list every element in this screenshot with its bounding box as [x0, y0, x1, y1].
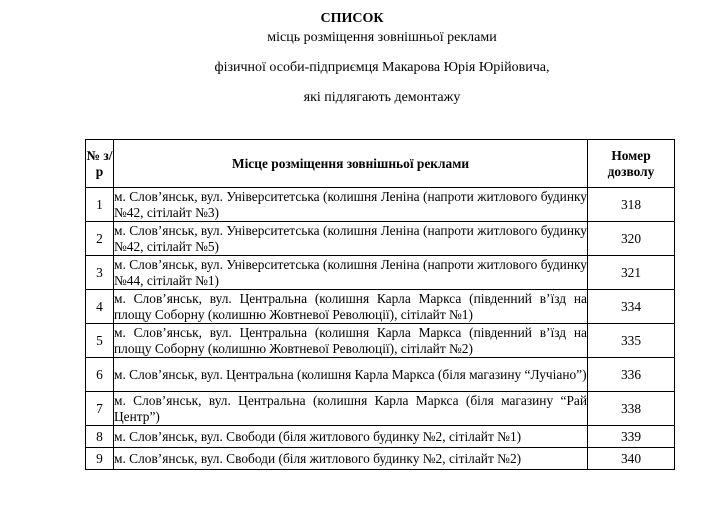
row-permit: 320: [588, 222, 675, 256]
row-permit: 336: [588, 358, 675, 392]
table-row: [86, 358, 675, 392]
row-permit: 318: [588, 188, 675, 222]
table-row: [86, 256, 675, 290]
table-row: [86, 426, 675, 448]
table-row: [86, 188, 675, 222]
table-row: [86, 324, 675, 358]
row-number: 5: [86, 324, 114, 358]
row-number: 2: [86, 222, 114, 256]
table-header-row: [86, 140, 675, 188]
row-place: м. Слов’янськ, вул. Свободи (біля житлового будинку №2, сітілайт №2): [114, 448, 588, 470]
row-place: м. Слов’янськ, вул. Центральна (колишня Карла Маркса (південний в’їзд на площу Соборну (колишню Жовтневої Революції), сітілайт №1): [114, 290, 587, 322]
row-permit: 321: [588, 256, 675, 290]
row-number: 8: [86, 426, 114, 448]
row-permit: 335: [588, 324, 675, 358]
row-permit: 339: [588, 426, 675, 448]
row-place: м. Слов’янськ, вул. Центральна (колишня Карла Маркса (південний в’їзд на площу Соборну (колишню Жовтневої Революції), сітілайт №2): [114, 324, 587, 356]
header-number: № з/р: [86, 140, 114, 188]
row-number: 1: [86, 188, 114, 222]
subtitle-line-1: місць розміщення зовнішньої реклами: [267, 30, 497, 45]
row-permit: 334: [588, 290, 675, 324]
row-place: м. Слов’янськ, вул. Університетська (колишня Леніна (напроти житлового будинку №42, сітілайт №3): [114, 188, 587, 220]
row-permit: 338: [588, 392, 675, 426]
table-row: [86, 222, 675, 256]
row-place: м. Слов’янськ, вул. Університетська (колишня Леніна (напроти житлового будинку №44, сітілайт №1): [114, 256, 587, 288]
row-place: м. Слов’янськ, вул. Центральна (колишня Карла Маркса (біля магазину “Рай Центр”): [114, 392, 587, 424]
subtitle-line-2: фізичної особи-підприємця Макарова Юрія Юрійовича,: [214, 60, 550, 75]
row-place: м. Слов’янськ, вул. Свободи (біля житлового будинку №2, сітілайт №1): [114, 426, 588, 448]
row-place: м. Слов’янськ, вул. Центральна (колишня Карла Маркса (біля магазину “Лучіано”): [114, 358, 588, 392]
row-number: 6: [86, 358, 114, 392]
row-place: м. Слов’янськ, вул. Університетська (колишня Леніна (напроти житлового будинку №42, сітілайт №5): [114, 222, 587, 254]
advertising-locations-table: [85, 139, 675, 470]
header-place: Місце розміщення зовнішньої реклами: [114, 140, 588, 188]
row-number: 3: [86, 256, 114, 290]
row-number: 9: [86, 448, 114, 470]
table-row: [86, 448, 675, 470]
subtitle-line-3: які підлягають демонтажу: [303, 90, 461, 105]
table-row: [86, 290, 675, 324]
row-permit: 340: [588, 448, 675, 470]
table-row: [86, 392, 675, 426]
header-permit: Номер дозволу: [588, 140, 675, 188]
row-number: 4: [86, 290, 114, 324]
document-title: СПИСОК: [320, 11, 384, 26]
row-number: 7: [86, 392, 114, 426]
